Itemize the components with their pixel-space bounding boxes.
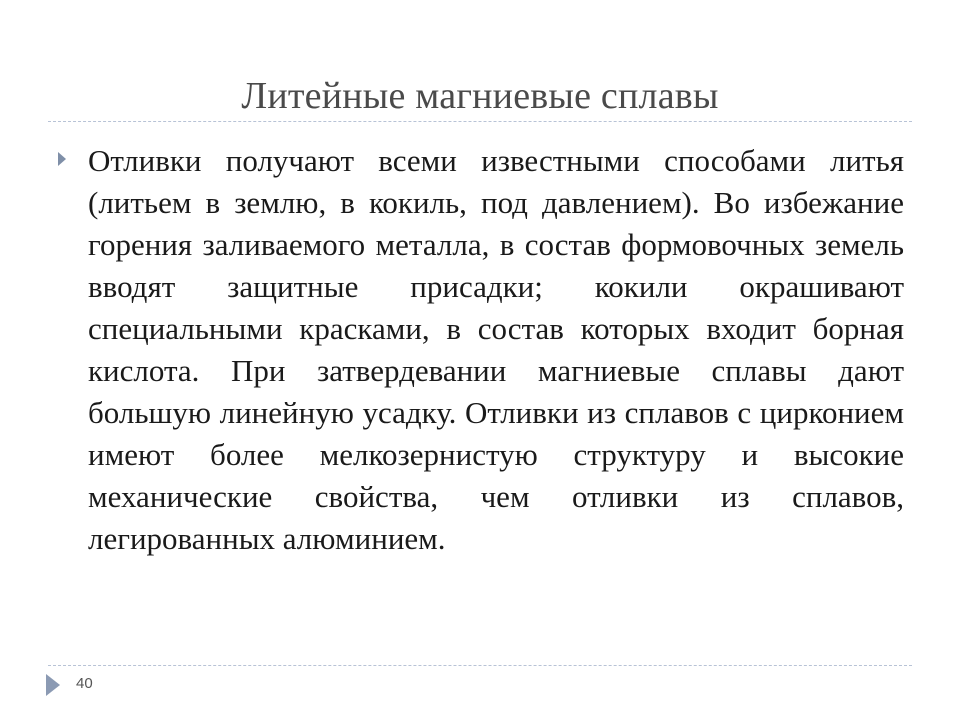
title-divider [48,121,912,122]
bullet-item [58,140,904,560]
footer-triangle-icon [46,674,60,696]
bullet-triangle-icon [58,152,66,166]
footer-divider [48,665,912,666]
page-number: 40 [76,675,93,692]
slide-title: Литейные магниевые сплавы [241,75,719,117]
bullet-text: Отливки получают всеми известными способами литья (литьем в землю, в кокиль, под давлением). Во избежание горения заливаемого металла, в состав формовочных земель вводят защитные присадки; кокили окрашивают специальными красками, в состав которых входит борная кислота. При затвердевании магниевые сплавы дают большую линейную усадку. Отливки из сплавов с цирконием имеют более мелкозернистую структуру и высокие механические свойства, чем отливки из сплавов, легированных алюминием. [88,143,904,556]
